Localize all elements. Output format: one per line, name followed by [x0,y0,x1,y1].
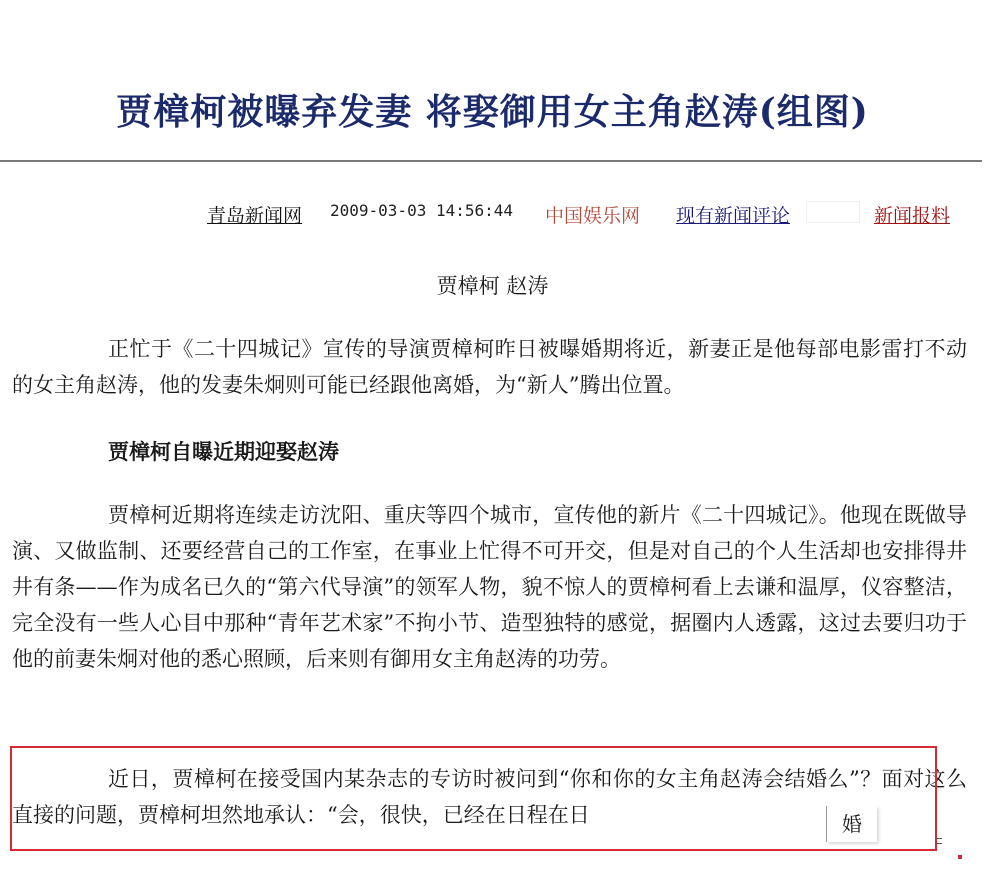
ime-tooltip: 婚 [826,806,877,842]
comments-link[interactable]: 现有新闻评论 [676,205,791,227]
news-report-link[interactable]: 新闻报料 [874,205,951,227]
article-paragraph: 贾樟柯近期将连续走访沈阳、重庆等四个城市，宣传他的新片《二十四城记》。他现在既做导演、又做监制、还要经营自己的工作室，在事业上忙得不可开交，但是对自己的个人生活却也安排得井井有条——作为成名已久的“第六代导演”的领军人物，貌不惊人的贾樟柯看上去谦和温厚，仪容整洁，完全没有一些人心目中那种“青年艺术家”不拘小节、造型独特的感觉，据圈内人透露，这过去要归功于他的前妻朱炯对他的悉心照顾，后来则有御用女主角赵涛的功劳。 [12,503,967,671]
comment-count-box [806,201,860,223]
article-meta [0,201,997,229]
highlight-box [10,746,937,851]
source-link[interactable]: 青岛新闻网 [207,205,303,227]
title-divider [0,160,982,162]
channel-label: 中国娱乐网 [545,205,641,227]
article-paragraph: 正忙于《二十四城记》宣传的导演贾樟柯昨日被曝婚期将近，新妻正是他每部电影雷打不动的女主角赵涛，他的发妻朱炯则可能已经跟他离婚，为“新人”腾出位置。 [12,337,967,397]
marker-dot-icon [958,855,962,859]
text-cursor-icon [936,838,942,844]
article-title: 贾樟柯被曝弃发妻 将娶御用女主角赵涛(组图) [116,91,869,133]
article-paragraph: 近日，贾樟柯在接受国内某杂志的专访时被问到“你和你的女主角赵涛会结婚么”？面对这么直接的问题，贾樟柯坦然地承认：“会，很快，已经在日程在日 [12,767,967,827]
article-subheading: 贾樟柯自曝近期迎娶赵涛 [108,439,339,464]
publish-datetime: 2009-03-03 14:56:44 [330,201,514,220]
photo-caption: 贾樟柯 赵涛 [436,274,549,298]
